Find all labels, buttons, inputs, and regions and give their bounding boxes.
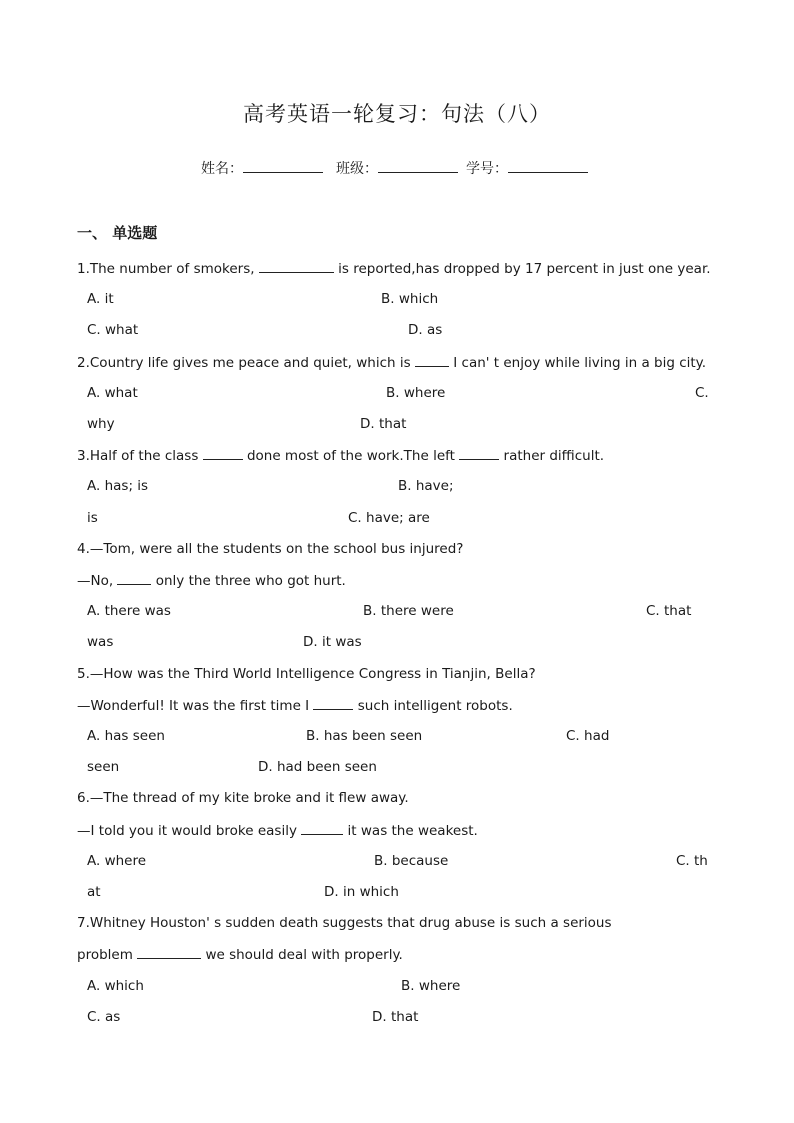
option-d[interactable]: D. had been seen — [258, 759, 377, 775]
class-field — [336, 158, 458, 178]
option-c[interactable]: C. th — [676, 853, 708, 869]
option-a[interactable]: A. there was — [87, 603, 171, 619]
option-a[interactable]: A. it — [87, 291, 114, 307]
name-label: 姓名： — [201, 161, 243, 177]
option-a[interactable]: A. which — [87, 978, 144, 994]
option-c-cont[interactable]: seen — [87, 759, 120, 775]
question-4-stem-2: —No, only the three who got hurt. — [77, 573, 346, 589]
option-a[interactable]: A. what — [87, 385, 138, 401]
question-5-stem-2: —Wonderful! It was the first time I such intelligent robots. — [77, 698, 513, 714]
option-b[interactable]: B. where — [401, 978, 461, 994]
question-1-stem: 1.The number of smokers, is reported,has dropped by 17 percent in just one year. — [77, 261, 711, 277]
answer-blank — [137, 946, 201, 959]
id-label: 学号： — [466, 161, 508, 177]
option-c[interactable]: C. what — [87, 322, 139, 338]
section-title: 一、 单选题 — [77, 224, 158, 242]
option-b[interactable]: B. where — [386, 385, 446, 401]
class-blank[interactable] — [378, 158, 458, 173]
question-7-stem: 7.Whitney Houston' s sudden death suggests that drug abuse is such a serious — [77, 915, 612, 931]
question-2-stem: 2.Country life gives me peace and quiet, which is I can' t enjoy while living in a big city. — [77, 355, 707, 371]
option-c[interactable]: C. that — [646, 603, 692, 619]
option-a[interactable]: A. where — [87, 853, 147, 869]
option-d[interactable]: D. in which — [324, 884, 399, 900]
option-b-cont[interactable]: is — [87, 510, 98, 526]
class-label: 班级： — [336, 161, 378, 177]
answer-blank — [117, 572, 151, 585]
answer-blank — [313, 697, 353, 710]
option-b[interactable]: B. there were — [363, 603, 454, 619]
option-b[interactable]: B. which — [381, 291, 439, 307]
option-d[interactable]: D. that — [372, 1009, 419, 1025]
answer-blank — [459, 447, 499, 460]
option-a[interactable]: A. has; is — [87, 478, 149, 494]
name-blank[interactable] — [243, 158, 323, 173]
option-c[interactable]: C. as — [87, 1009, 121, 1025]
option-d[interactable]: D. it was — [303, 634, 362, 650]
question-6-stem: 6.—The thread of my kite broke and it flew away. — [77, 790, 409, 806]
option-d[interactable]: D. as — [408, 322, 443, 338]
option-c[interactable]: C. have; are — [348, 510, 430, 526]
answer-blank — [415, 354, 449, 367]
name-field — [201, 158, 323, 178]
option-b[interactable]: B. have; — [398, 478, 454, 494]
id-field — [466, 158, 588, 178]
question-5-stem: 5.—How was the Third World Intelligence Congress in Tianjin, Bella? — [77, 666, 536, 682]
answer-blank — [203, 447, 243, 460]
question-7-stem-2: problem we should deal with properly. — [77, 947, 403, 963]
option-d[interactable]: D. that — [360, 416, 407, 432]
question-6-stem-2: —I told you it would broke easily it was the weakest. — [77, 823, 478, 839]
option-c-cont[interactable]: was — [87, 634, 114, 650]
question-3-stem: 3.Half of the class done most of the work.The left rather difficult. — [77, 448, 605, 464]
question-4-stem: 4.—Tom, were all the students on the school bus injured? — [77, 541, 464, 557]
option-b[interactable]: B. because — [374, 853, 449, 869]
option-c-cont[interactable]: at — [87, 884, 101, 900]
id-blank[interactable] — [508, 158, 588, 173]
answer-blank — [301, 822, 343, 835]
option-b[interactable]: B. has been seen — [306, 728, 423, 744]
option-c[interactable]: C. — [695, 385, 709, 401]
page-title: 高考英语一轮复习：句法（八） — [243, 102, 551, 126]
option-c-cont[interactable]: why — [87, 416, 115, 432]
option-c[interactable]: C. had — [566, 728, 610, 744]
option-a[interactable]: A. has seen — [87, 728, 165, 744]
answer-blank — [259, 260, 334, 273]
